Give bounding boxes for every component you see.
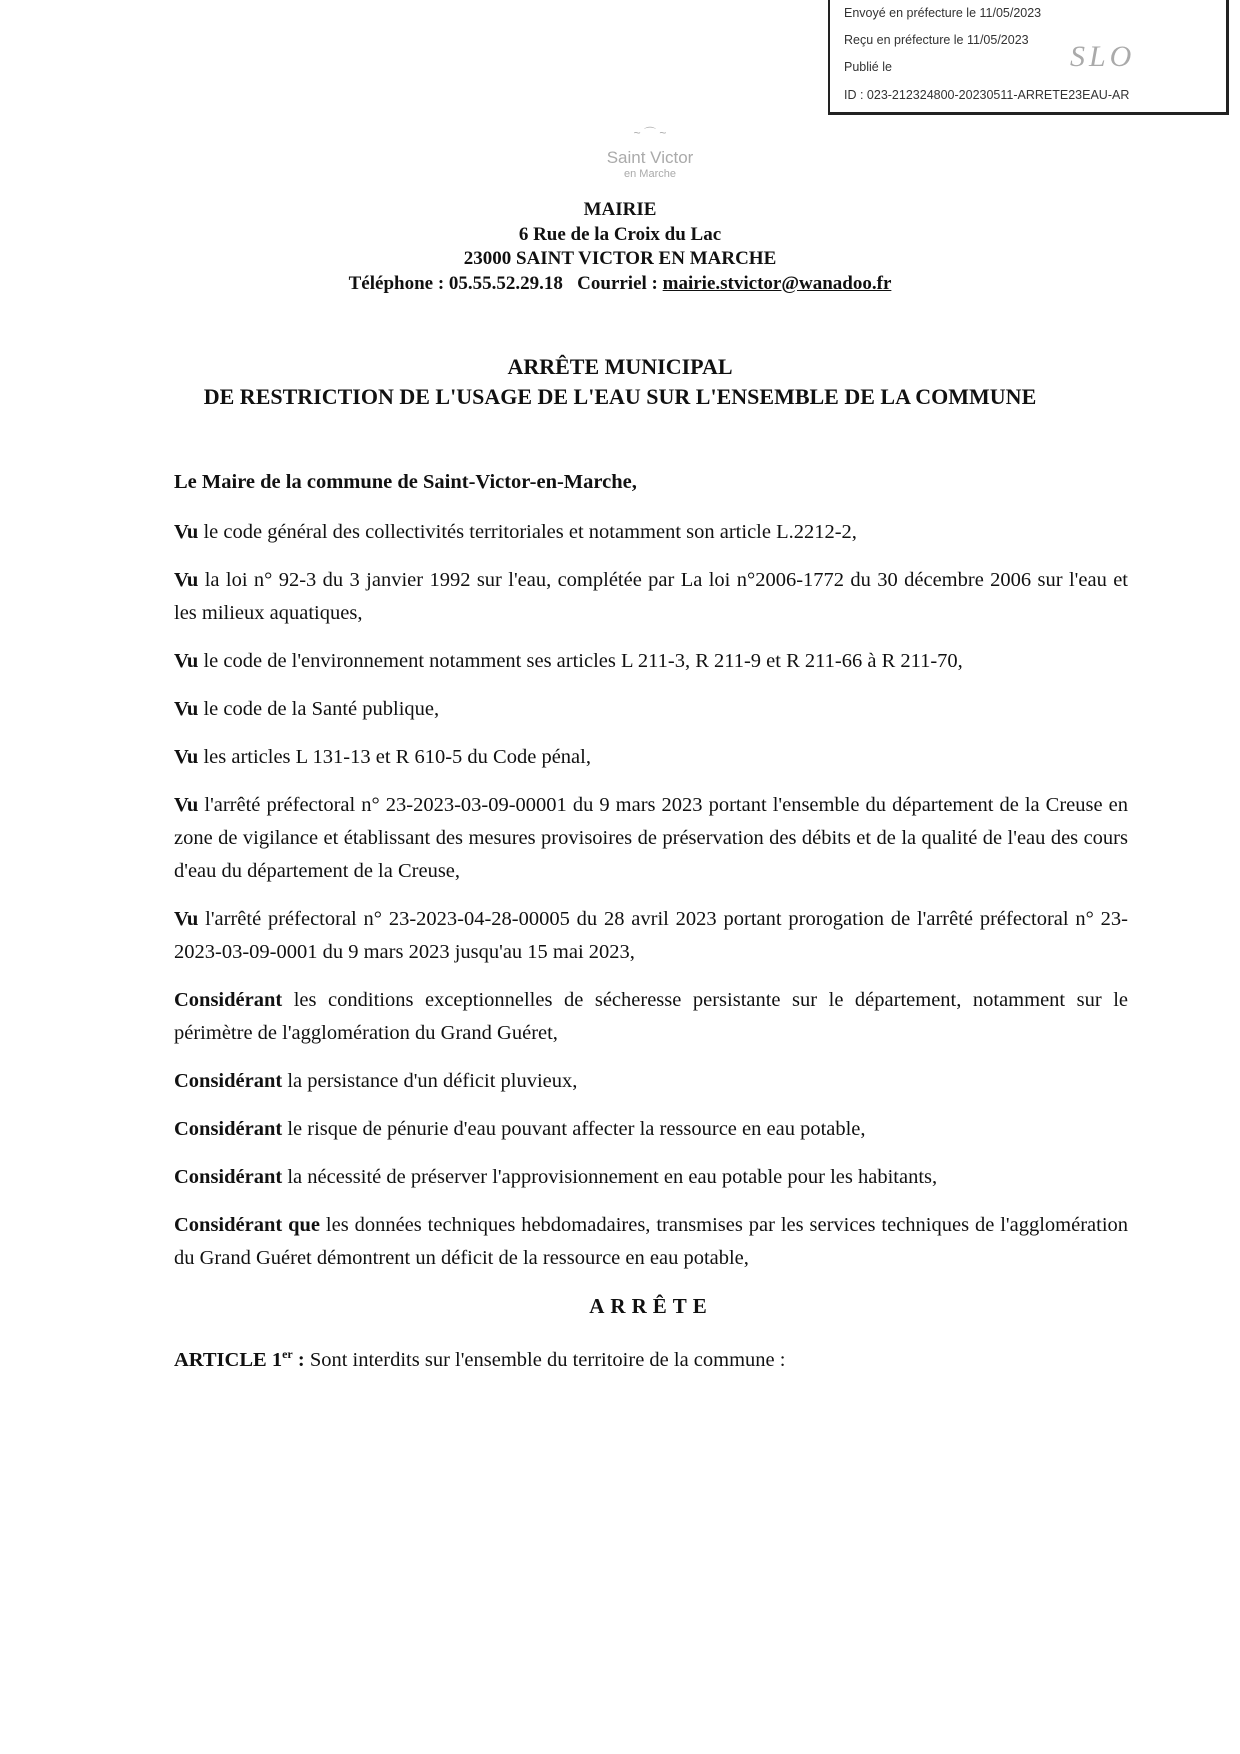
recital-lead: Vu [174,521,199,543]
recital-paragraph [174,903,1128,969]
document-body [174,466,1128,1392]
article-1-text: Sont interdits sur l'ensemble du territoire de la commune : [304,1348,786,1371]
recital-paragraph [174,1113,1128,1146]
recital-text: le code général des collectivités territoriales et notamment son article L.2212-2, [198,521,857,543]
recital-text: le risque de pénurie d'eau pouvant affecter la ressource en eau potable, [282,1118,866,1140]
org-name: MAIRIE [583,199,657,220]
recital-lead: Considérant [174,1166,283,1188]
signature: SLO [1070,40,1136,73]
stamp-received: Reçu en préfecture le 11/05/2023 [844,33,1029,47]
decision-heading: ARRÊTE [589,1294,713,1318]
recital-text: les données techniques hebdomadaires, transmises par les services techniques de l'agglomération du Grand Guéret démontrent un déficit de la ressource en eau potable, [174,1214,1129,1269]
city-address: 23000 SAINT VICTOR EN MARCHE [463,248,777,269]
recital-text: le code de la Santé publique, [198,698,440,720]
recital-lead: Considérant [174,1118,283,1140]
stamp-id: ID : 023-212324800-20230511-ARRETE23EAU-AR [844,88,1130,102]
mairie-header [0,198,1240,296]
recital-paragraph [174,984,1128,1050]
logo-text: Saint Victor [606,148,694,167]
recital-text: le code de l'environnement notamment ses articles L 211-3, R 211-9 et R 211-66 à R 211-70, [198,650,963,672]
intro: Le Maire de la commune de Saint-Victor-en-Marche, [174,471,637,493]
recital-lead: Vu [174,698,199,720]
stamp-sent: Envoyé en préfecture le 11/05/2023 [844,6,1042,20]
prefecture-stamp [828,0,1229,115]
recital-lead: Considérant [174,1070,283,1092]
recital-lead: Vu [174,569,199,591]
recital-paragraph [174,1209,1128,1275]
recital-paragraph [174,516,1128,549]
recital-text: l'arrêté préfectoral n° 23-2023-04-28-00005 du 28 avril 2023 portant prorogation de l'arrêté préfectoral n° 23-2023-03-09-0001 du 9 mars 2023 jusqu'au 15 mai 2023, [174,908,1128,963]
recital-text: la nécessité de préserver l'approvisionnement en eau potable pour les habitants, [282,1166,938,1188]
recital-text: la loi n° 92-3 du 3 janvier 1992 sur l'eau, complétée par La loi n°2006-1772 du 30 décembre 2006 sur l'eau et les milieux aquatiques, [174,569,1128,624]
email-link[interactable]: mairie.stvictor@wanadoo.fr [662,272,892,294]
document-title [0,352,1240,412]
recital-paragraph [174,564,1128,630]
title-line-1: ARRÊTE MUNICIPAL [507,354,733,379]
recital-lead: Considérant [174,989,283,1011]
commune-logo [560,118,740,188]
recital-paragraph [174,789,1128,888]
recitals [174,516,1128,1275]
recital-paragraph [174,1065,1128,1098]
logo-mark-icon: ~ ⌒ ~ [633,126,667,140]
article-1-label: ARTICLE 1er : [174,1347,305,1371]
recital-paragraph [174,1161,1128,1194]
recital-lead: Vu [174,650,199,672]
title-line-2: DE RESTRICTION DE L'USAGE DE L'EAU SUR L'ENSEMBLE DE LA COMMUNE [203,384,1037,409]
recital-paragraph [174,741,1128,774]
stamp-published: Publié le [844,60,892,74]
recital-lead: Vu [174,746,199,768]
street-address: 6 Rue de la Croix du Lac [518,223,722,245]
recital-paragraph [174,645,1128,678]
recital-paragraph [174,693,1128,726]
phone: Téléphone : 05.55.52.29.18 [348,272,563,294]
recital-text: les conditions exceptionnelles de sécheresse persistante sur le département, notamment sur le périmètre de l'agglomération du Grand Guéret, [174,989,1128,1044]
logo-subtext: en Marche [624,168,676,180]
email-label: Courriel : [577,272,658,294]
recital-text: les articles L 131-13 et R 610-5 du Code pénal, [198,746,591,768]
recital-text: l'arrêté préfectoral n° 23-2023-03-09-00001 du 9 mars 2023 portant l'ensemble du département de la Creuse en zone de vigilance et établissant des mesures provisoires de préservation des débits et de la qualité de l'eau des cours d'eau du département de la Creuse, [174,794,1128,882]
contact-line [0,272,1240,297]
article-1 [174,1338,1128,1377]
recital-lead: Considérant que [174,1214,321,1236]
recital-lead: Vu [174,908,199,930]
recital-text: la persistance d'un déficit pluvieux, [282,1070,578,1092]
recital-lead: Vu [174,794,199,816]
